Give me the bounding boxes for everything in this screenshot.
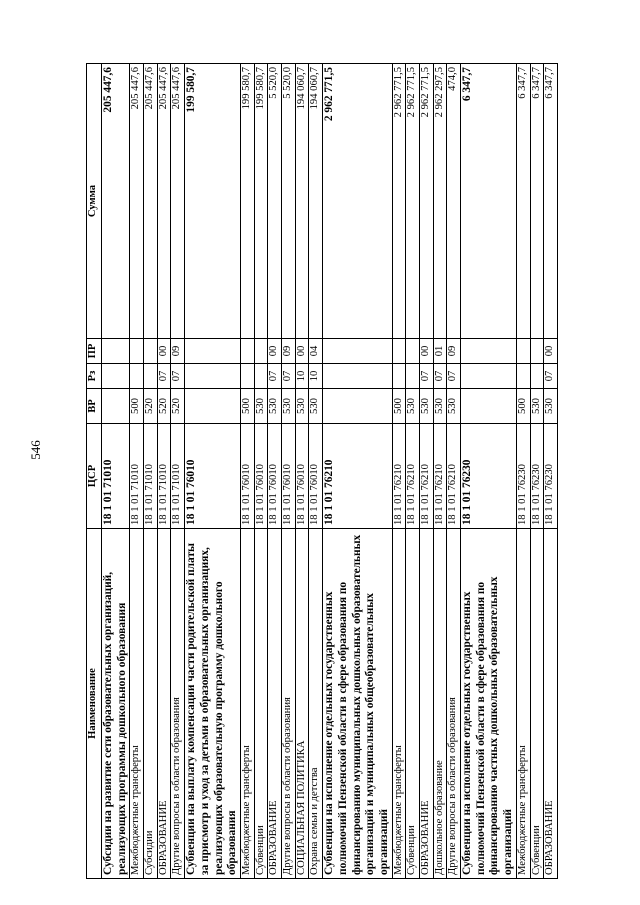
cell-csr: 18 1 01 76010 (295, 424, 309, 529)
cell-rz (144, 364, 158, 389)
cell-csr: 18 1 01 76230 (530, 424, 544, 529)
cell-csr: 18 1 01 71010 (171, 424, 185, 529)
cell-vr (323, 389, 392, 424)
table-row (144, 64, 158, 879)
table-row (295, 64, 309, 879)
cell-pr (254, 339, 268, 364)
cell-vr: 530 (544, 389, 558, 424)
cell-sum: 474,0 (447, 64, 461, 339)
cell-name: ОБРАЗОВАНИЕ (420, 529, 434, 879)
cell-vr: 500 (392, 389, 406, 424)
cell-name: Межбюджетные трансферты (130, 529, 144, 879)
cell-pr (240, 339, 254, 364)
table-row (323, 64, 392, 879)
cell-csr: 18 1 01 76210 (323, 424, 392, 529)
table-row (268, 64, 282, 879)
cell-sum: 205 447,6 (144, 64, 158, 339)
cell-name: Субсидии на развитие сети образовательных организаций, реализующих программы дошкольного образования (102, 529, 130, 879)
cell-sum: 2 962 771,5 (406, 64, 420, 339)
cell-rz: 07 (157, 364, 171, 389)
cell-vr: 520 (144, 389, 158, 424)
cell-csr: 18 1 01 76010 (309, 424, 323, 529)
cell-pr (185, 339, 241, 364)
cell-csr: 18 1 01 76010 (185, 424, 241, 529)
table-row (406, 64, 420, 879)
cell-csr: 18 1 01 76210 (433, 424, 447, 529)
cell-pr: 00 (295, 339, 309, 364)
cell-vr (185, 389, 241, 424)
cell-csr: 18 1 01 76010 (282, 424, 296, 529)
cell-name: Межбюджетные трансферты (516, 529, 530, 879)
cell-rz (130, 364, 144, 389)
cell-vr: 500 (130, 389, 144, 424)
cell-rz (392, 364, 406, 389)
table-row (157, 64, 171, 879)
cell-rz: 07 (433, 364, 447, 389)
cell-name: ОБРАЗОВАНИЕ (157, 529, 171, 879)
cell-pr (406, 339, 420, 364)
cell-name: Дошкольное образование (433, 529, 447, 879)
cell-csr: 18 1 01 71010 (157, 424, 171, 529)
cell-pr: 01 (433, 339, 447, 364)
cell-name: Другие вопросы в области образования (171, 529, 185, 879)
cell-pr (530, 339, 544, 364)
table-row (530, 64, 544, 879)
cell-name: Другие вопросы в области образования (282, 529, 296, 879)
cell-rz: 10 (295, 364, 309, 389)
page-number: 546 (28, 440, 43, 460)
cell-sum: 6 347,7 (530, 64, 544, 339)
cell-rz (516, 364, 530, 389)
cell-sum: 205 447,6 (102, 64, 130, 339)
cell-name: Субвенции на исполнение отдельных государственных полномочий Пензенской области в сфере образования по финансированию частных дошкольных образовательных организаций (461, 529, 517, 879)
cell-name: Охрана семьи и детства (309, 529, 323, 879)
cell-vr: 530 (268, 389, 282, 424)
cell-csr: 18 1 01 76210 (406, 424, 420, 529)
cell-sum: 194 060,7 (309, 64, 323, 339)
cell-name: Субвенции (406, 529, 420, 879)
cell-rz (461, 364, 517, 389)
rotated-table-container (86, 64, 596, 879)
cell-sum: 205 447,6 (171, 64, 185, 339)
cell-vr: 520 (171, 389, 185, 424)
table-header-row (87, 64, 102, 879)
cell-name: Межбюджетные трансферты (392, 529, 406, 879)
cell-sum: 205 447,6 (130, 64, 144, 339)
cell-rz (185, 364, 241, 389)
cell-csr: 18 1 01 71010 (144, 424, 158, 529)
table-row (433, 64, 447, 879)
header-rz: Рз (87, 364, 102, 389)
cell-name: ОБРАЗОВАНИЕ (544, 529, 558, 879)
table-row (130, 64, 144, 879)
cell-rz: 10 (309, 364, 323, 389)
cell-sum: 194 060,7 (295, 64, 309, 339)
cell-sum: 2 962 771,5 (392, 64, 406, 339)
cell-sum: 6 347,7 (461, 64, 517, 339)
table-row (240, 64, 254, 879)
cell-pr (323, 339, 392, 364)
cell-pr: 04 (309, 339, 323, 364)
cell-sum: 2 962 297,5 (433, 64, 447, 339)
cell-csr: 18 1 01 71010 (102, 424, 130, 529)
cell-vr: 530 (295, 389, 309, 424)
table-row (102, 64, 130, 879)
cell-vr: 530 (433, 389, 447, 424)
budget-table (86, 63, 558, 879)
cell-rz (240, 364, 254, 389)
header-pr: ПР (87, 339, 102, 364)
cell-name: СОЦИАЛЬНАЯ ПОЛИТИКА (295, 529, 309, 879)
cell-vr: 530 (309, 389, 323, 424)
cell-vr: 530 (530, 389, 544, 424)
table-row (461, 64, 517, 879)
cell-rz (254, 364, 268, 389)
cell-name: Субвенции (254, 529, 268, 879)
cell-csr: 18 1 01 76010 (240, 424, 254, 529)
cell-rz: 07 (544, 364, 558, 389)
cell-csr: 18 1 01 76210 (392, 424, 406, 529)
table-row (420, 64, 434, 879)
cell-vr: 530 (420, 389, 434, 424)
table-row (447, 64, 461, 879)
cell-vr: 530 (282, 389, 296, 424)
cell-name: Субвенции (530, 529, 544, 879)
cell-vr: 530 (406, 389, 420, 424)
cell-rz (102, 364, 130, 389)
cell-sum: 199 580,7 (240, 64, 254, 339)
cell-csr: 18 1 01 76230 (516, 424, 530, 529)
cell-sum: 6 347,7 (544, 64, 558, 339)
cell-pr (144, 339, 158, 364)
cell-pr (461, 339, 517, 364)
cell-pr: 09 (447, 339, 461, 364)
cell-rz: 07 (282, 364, 296, 389)
cell-vr: 520 (157, 389, 171, 424)
header-sum: Сумма (87, 64, 102, 339)
cell-csr: 18 1 01 76010 (268, 424, 282, 529)
cell-sum: 2 962 771,5 (420, 64, 434, 339)
cell-sum: 5 520,0 (282, 64, 296, 339)
cell-rz: 07 (447, 364, 461, 389)
cell-csr: 18 1 01 76230 (544, 424, 558, 529)
cell-sum: 199 580,7 (254, 64, 268, 339)
cell-name: Межбюджетные трансферты (240, 529, 254, 879)
table-row (544, 64, 558, 879)
cell-sum: 199 580,7 (185, 64, 241, 339)
header-name: Наименование (87, 529, 102, 879)
cell-csr: 18 1 01 76230 (461, 424, 517, 529)
table-row (185, 64, 241, 879)
header-vr: ВР (87, 389, 102, 424)
cell-name: Субсидии (144, 529, 158, 879)
table-row (516, 64, 530, 879)
cell-rz: 07 (420, 364, 434, 389)
cell-vr (102, 389, 130, 424)
cell-csr: 18 1 01 76210 (447, 424, 461, 529)
table-row (282, 64, 296, 879)
cell-pr (516, 339, 530, 364)
cell-vr: 530 (447, 389, 461, 424)
cell-vr: 500 (240, 389, 254, 424)
table-row (171, 64, 185, 879)
cell-vr: 500 (516, 389, 530, 424)
table-body (102, 64, 558, 879)
cell-rz: 07 (268, 364, 282, 389)
cell-vr (461, 389, 517, 424)
cell-csr: 18 1 01 76210 (420, 424, 434, 529)
cell-pr: 00 (544, 339, 558, 364)
cell-pr (102, 339, 130, 364)
cell-name: Другие вопросы в области образования (447, 529, 461, 879)
cell-rz (406, 364, 420, 389)
cell-pr: 00 (268, 339, 282, 364)
cell-pr: 00 (420, 339, 434, 364)
cell-csr: 18 1 01 71010 (130, 424, 144, 529)
cell-csr: 18 1 01 76010 (254, 424, 268, 529)
cell-sum: 5 520,0 (268, 64, 282, 339)
cell-rz (323, 364, 392, 389)
cell-sum: 205 447,6 (157, 64, 171, 339)
cell-pr: 00 (157, 339, 171, 364)
table-row (392, 64, 406, 879)
cell-pr: 09 (282, 339, 296, 364)
table-row (309, 64, 323, 879)
cell-pr (130, 339, 144, 364)
cell-rz: 07 (171, 364, 185, 389)
cell-name: Субвенции на выплату компенсации части родительской платы за присмотр и уход за детьми в образовательных организациях, реализующих образовательную программу дошкольного образования (185, 529, 241, 879)
cell-sum: 2 962 771,5 (323, 64, 392, 339)
cell-rz (530, 364, 544, 389)
cell-sum: 6 347,7 (516, 64, 530, 339)
cell-pr (392, 339, 406, 364)
cell-pr: 09 (171, 339, 185, 364)
header-csr: ЦСР (87, 424, 102, 529)
cell-name: ОБРАЗОВАНИЕ (268, 529, 282, 879)
cell-vr: 530 (254, 389, 268, 424)
cell-name: Субвенции на исполнение отдельных государственных полномочий Пензенской области в сфере образования по финансированию муниципальных дошкольных образовательных организаций и муниципальных общеобразовательных организаций (323, 529, 392, 879)
table-row (254, 64, 268, 879)
